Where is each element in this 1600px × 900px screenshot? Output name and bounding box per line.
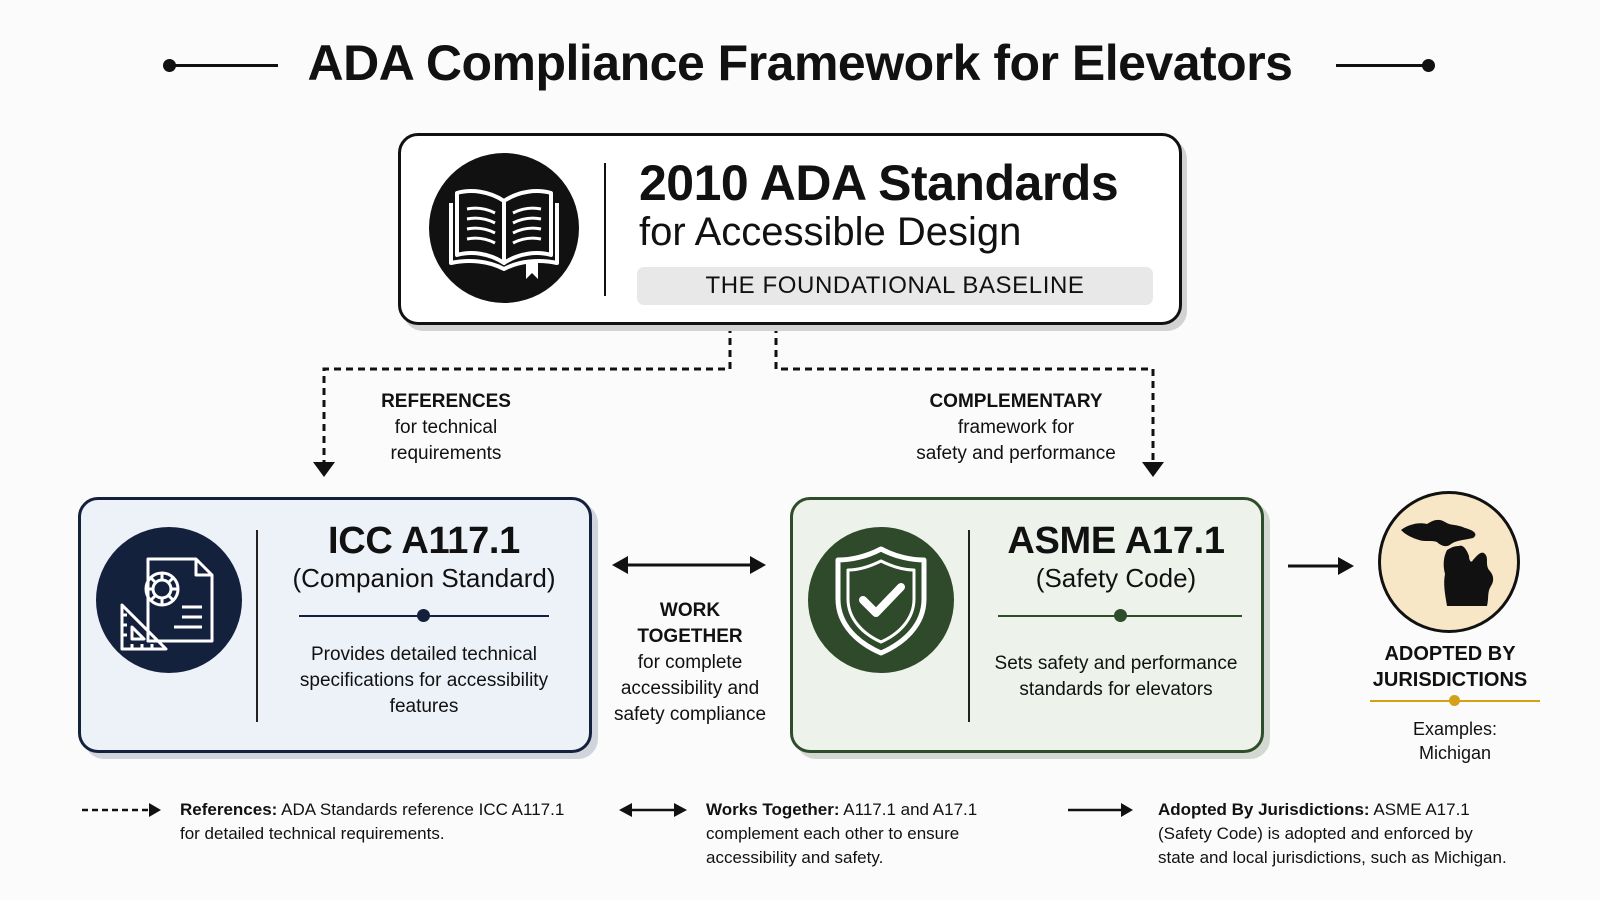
references-heading: REFERENCES [381, 391, 511, 412]
legend-references-line1: ADA Standards reference ICC A117.1 [277, 800, 565, 819]
adopted-arrow [1288, 557, 1354, 575]
examples-michigan: Michigan [1418, 743, 1492, 763]
complementary-line1: framework for [957, 417, 1075, 438]
legend-works-together-line2: complement each other to ensure [706, 824, 960, 843]
adopted-heading1: ADOPTED BY [1384, 643, 1516, 665]
legend-works-together-term: Works Together: [706, 800, 840, 819]
references-line2: requirements [390, 443, 502, 464]
icc-desc-line3: features [389, 696, 459, 717]
legend-references-term: References: [180, 800, 278, 819]
work-together-label [600, 598, 780, 728]
legend-references-line2: for detailed technical requirements. [180, 824, 445, 843]
legend-works-together [706, 798, 1026, 870]
legend-adopted-line3: state and local jurisdictions, such as Michigan. [1158, 848, 1507, 867]
work-together-heading2: TOGETHER [637, 626, 743, 647]
ada-standards-subtitle: for Accessible Design [639, 210, 1022, 254]
work-together-line3: safety compliance [613, 704, 767, 725]
legend-adopted-term: Adopted By Jurisdictions: [1158, 800, 1370, 819]
adopted-heading2: JURISDICTIONS [1372, 669, 1528, 691]
work-together-line1: for complete [637, 652, 743, 673]
asme-subtitle: (Safety Code) [1035, 563, 1197, 593]
icc-title: ICC A117.1 [327, 520, 521, 562]
asme-accent-dot [1114, 609, 1127, 622]
references-arrowhead [313, 462, 335, 477]
complementary-label [886, 389, 1146, 467]
icc-subtitle: (Companion Standard) [292, 563, 556, 593]
legend-references [180, 798, 600, 846]
icc-accent-dot [417, 609, 430, 622]
legend-single-arrow-symbol [1068, 803, 1133, 817]
gear-document-ruler-icon [96, 527, 242, 673]
icc-a117-card [78, 497, 592, 753]
legend-adopted [1158, 798, 1578, 870]
work-together-heading1: WORK [659, 600, 721, 621]
icc-card-divider [256, 530, 258, 722]
legend-adopted-line2: (Safety Code) is adopted and enforced by [1158, 824, 1473, 843]
references-label [346, 389, 546, 467]
legend-works-together-line1: A117.1 and A17.1 [839, 800, 978, 819]
icc-desc-line2: specifications for accessibility [299, 670, 549, 691]
references-line1: for technical [394, 417, 498, 438]
legend-works-together-line3: accessibility and safety. [706, 848, 884, 867]
ada-standards-title: 2010 ADA Standards [639, 155, 1119, 211]
legend-adopted-line1: ASME A17.1 [1369, 800, 1470, 819]
adopted-label [1345, 641, 1555, 693]
icc-desc-line1: Provides detailed technical [310, 644, 538, 665]
work-together-line2: accessibility and [620, 678, 760, 699]
complementary-heading: COMPLEMENTARY [929, 391, 1103, 412]
open-book-icon [429, 153, 579, 303]
legend-double-arrow-symbol [619, 803, 687, 817]
asme-description [978, 651, 1254, 703]
legend-dashed-arrow-symbol [82, 803, 161, 817]
examples-label: Examples: [1412, 719, 1498, 739]
foundational-baseline-tag: THE FOUNDATIONAL BASELINE [637, 267, 1153, 305]
asme-desc-line2: standards for elevators [1019, 679, 1213, 700]
complementary-line2: safety and performance [916, 443, 1116, 464]
icc-description [266, 642, 582, 720]
michigan-map-icon [1378, 491, 1520, 633]
ada-standards-box [398, 133, 1182, 325]
adopted-accent-dot [1449, 695, 1460, 706]
top-box-divider [604, 163, 606, 296]
work-together-arrow [612, 556, 766, 574]
asme-a17-card [790, 497, 1264, 753]
asme-card-divider [968, 530, 970, 722]
shield-check-icon [808, 527, 954, 673]
asme-desc-line1: Sets safety and performance [994, 653, 1238, 674]
adopted-examples [1380, 717, 1530, 765]
page-title: ADA Compliance Framework for Elevators [307, 35, 1293, 91]
asme-title: ASME A17.1 [1007, 520, 1225, 562]
